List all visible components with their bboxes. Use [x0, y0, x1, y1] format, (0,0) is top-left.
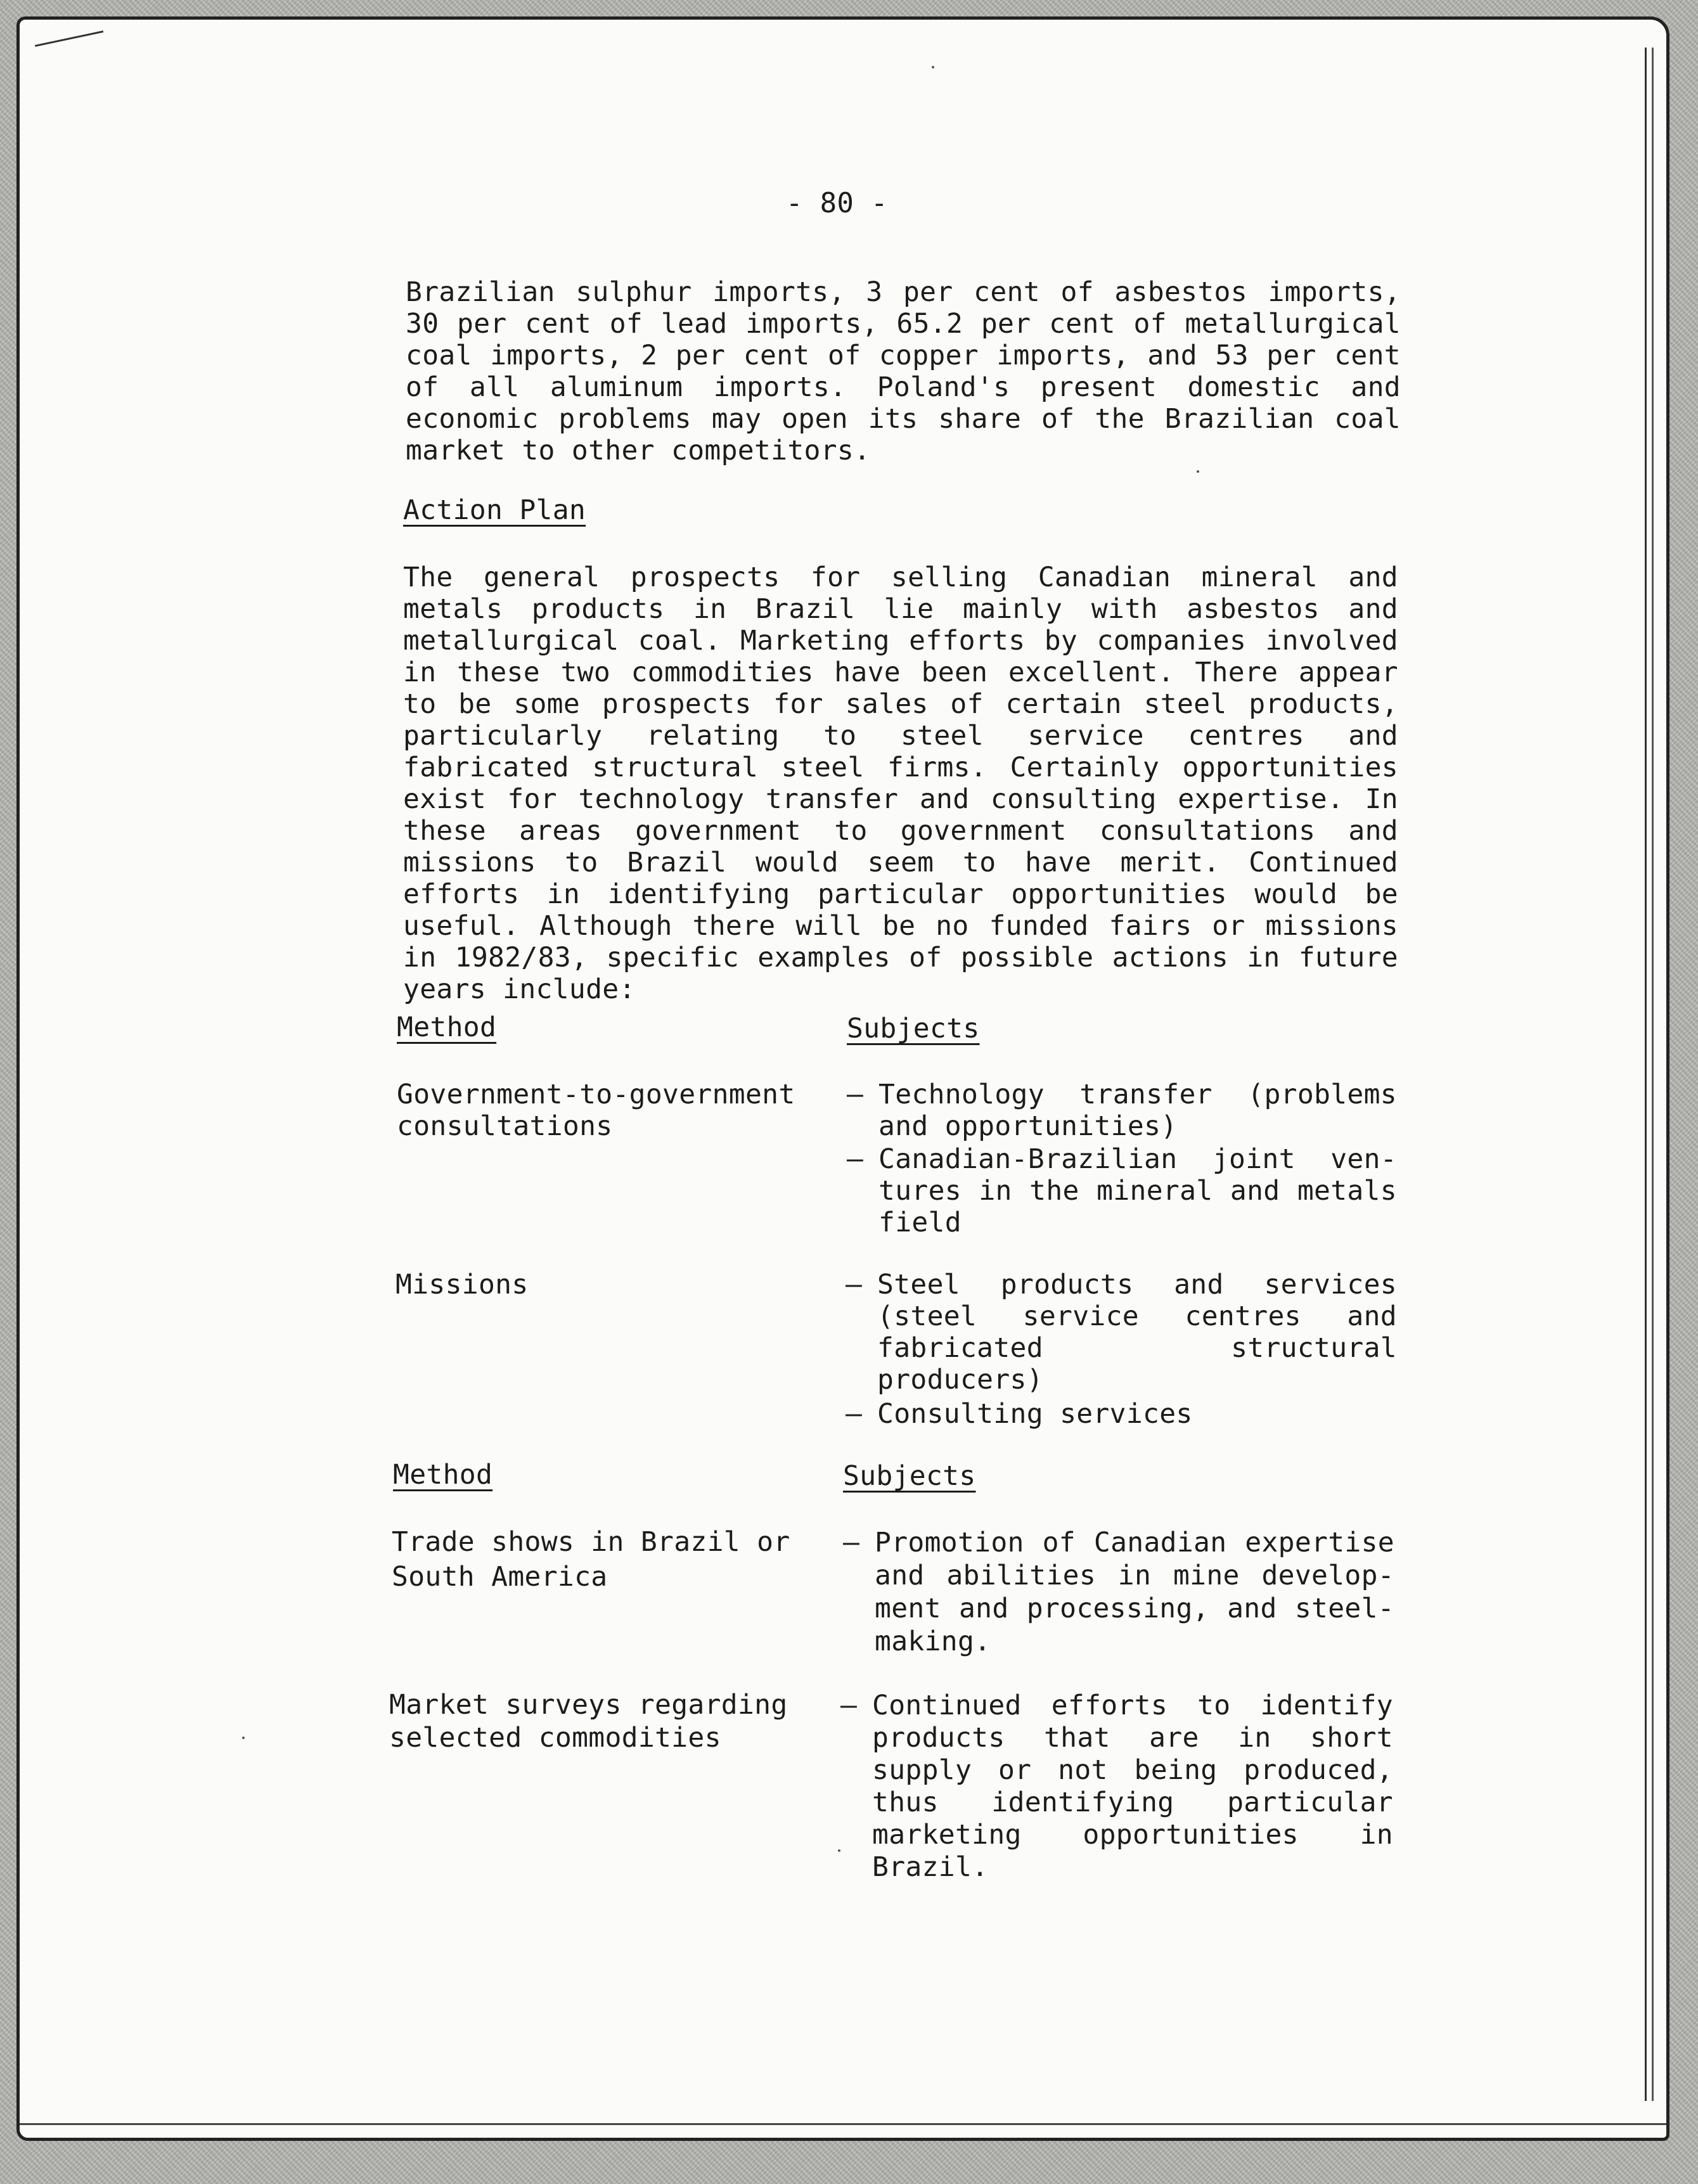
subject-item: – Consulting services	[846, 1398, 1397, 1430]
subject-item: – Continued efforts to identify products that are in short supply or not being produced, thus identifying particular marketing opportunities in Brazil.	[840, 1690, 1393, 1884]
subject-item: – Technology transfer (problems and opportunities)	[847, 1079, 1397, 1142]
table-1-row-1-subjects	[847, 1079, 1397, 1238]
table-2-row-1-subjects	[843, 1526, 1394, 1658]
table-1-row-2-subjects	[846, 1269, 1397, 1430]
table-2-row-2-subjects	[840, 1690, 1393, 1884]
corner-mark	[35, 30, 107, 65]
subject-item: – Steel products and services (steel service centres and fabricated structural producers)	[846, 1269, 1397, 1396]
scan-speck	[1197, 470, 1199, 473]
table-1-row-2-method: Missions	[396, 1269, 529, 1301]
scan-speck	[838, 1849, 840, 1852]
table-2-row-1-method: Trade shows in Brazil or South America	[392, 1526, 790, 1593]
table-1-row-1-method: Government-to-government consultations	[397, 1079, 795, 1142]
action-plan-paragraph: The general prospects for selling Canadian mineral and metals products in Brazil lie mainly with asbestos and metallurgical coal. Marketing efforts by companies involved in these two commodities have been excellent. There appear to be some prospects for sales of certain steel products, particularly relating to steel service centres and fabricated structural steel firms. Certainly opportunities exist for technology transfer and consulting expertise. In these areas government to government consultations and missions to Brazil would seem to have merit. Continued efforts in identifying particular opportunities would be useful. Although there will be no funded fairs or missions in 1982/83, specific examples of possible actions in future years include:	[403, 562, 1398, 1005]
scan-speck	[242, 1737, 245, 1739]
table-1-method-heading: Method	[397, 1012, 497, 1043]
page-edge-bottom	[20, 2119, 1666, 2125]
table-2-row-2-method: Market surveys regarding selected commodities	[389, 1689, 788, 1754]
action-plan-heading: Action Plan	[403, 494, 586, 526]
subject-item: – Canadian-Brazilian joint ven-tures in the mineral and metals field	[847, 1143, 1397, 1238]
scan-speck	[932, 66, 934, 68]
intro-paragraph: Brazilian sulphur imports, 3 per cent of asbestos imports, 30 per cent of lead imports, 65.2 per cent of metallurgical coal imports, 2 per cent of copper imports, and 53 per cent of all aluminum imports. Poland's present domestic and economic problems may open its share of the Brazilian coal market to other competitors.	[406, 276, 1401, 466]
table-2-method-heading: Method	[393, 1459, 493, 1491]
subject-item: – Promotion of Canadian expertise and abilities in mine develop-ment and processing, and steel-making.	[843, 1526, 1394, 1658]
page-number: - 80 -	[786, 187, 888, 219]
table-1-subjects-heading: Subjects	[847, 1013, 980, 1044]
table-2-subjects-heading: Subjects	[843, 1460, 976, 1492]
page-edge-right	[1645, 48, 1654, 2101]
